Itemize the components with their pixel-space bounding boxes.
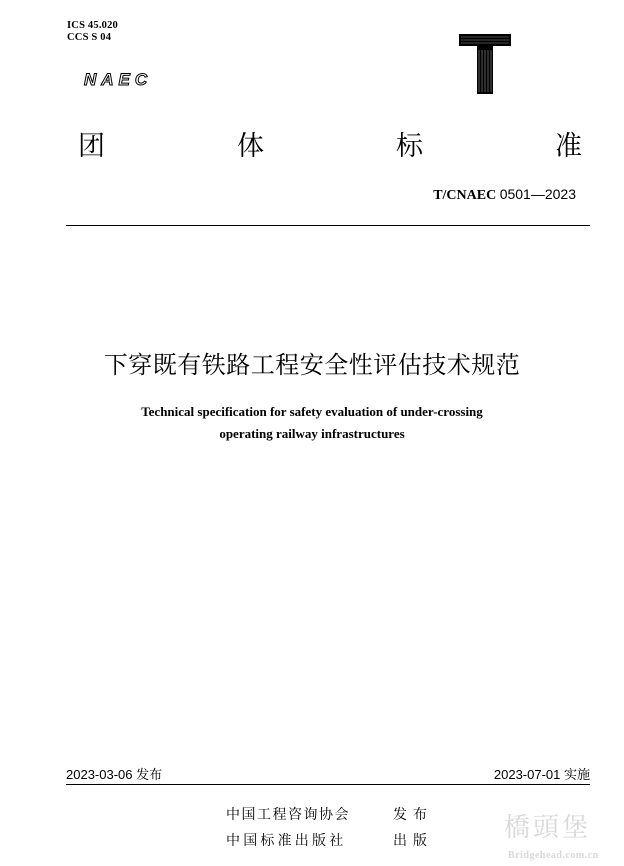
doc-type-char: 准 <box>555 131 582 162</box>
naec-logo <box>62 52 162 112</box>
header-divider <box>66 225 590 226</box>
watermark <box>500 806 620 864</box>
title-english-line2: operating railway infrastructures <box>219 426 405 441</box>
publisher-name: 中国工程咨询协会 <box>226 807 350 823</box>
logo-text: NAEC <box>84 70 153 89</box>
title-chinese: 下穿既有铁路工程安全性评估技术规范 <box>103 351 521 379</box>
implement-date: 2023-07-01 实施 <box>493 767 590 782</box>
press-action: 出版 <box>393 833 433 849</box>
doc-type-char: 体 <box>237 131 264 162</box>
watermark-url: Bridgehead.com.cn <box>508 850 599 861</box>
publisher-action: 发布 <box>393 807 433 823</box>
standard-prefix: T/CNAEC <box>433 188 497 203</box>
press-name: 中国标准出版社 <box>226 833 347 849</box>
watermark-cn: 橋頭堡 <box>504 813 592 843</box>
category-letter-mark <box>457 30 515 96</box>
publish-date: 2023-03-06 发布 <box>66 767 163 782</box>
doc-type-char: 标 <box>396 131 423 162</box>
ccs-code: CCS S 04 <box>67 32 112 43</box>
document-type <box>78 124 582 163</box>
classification-codes <box>67 20 118 44</box>
ics-code: ICS 45.020 <box>67 20 119 31</box>
standard-code: 0501—2023 <box>499 186 576 202</box>
standard-number <box>433 186 576 204</box>
footer-divider <box>66 784 590 785</box>
title-english-line1: Technical specification for safety evaluation of under-crossing <box>141 404 483 419</box>
doc-type-char: 团 <box>78 131 105 162</box>
